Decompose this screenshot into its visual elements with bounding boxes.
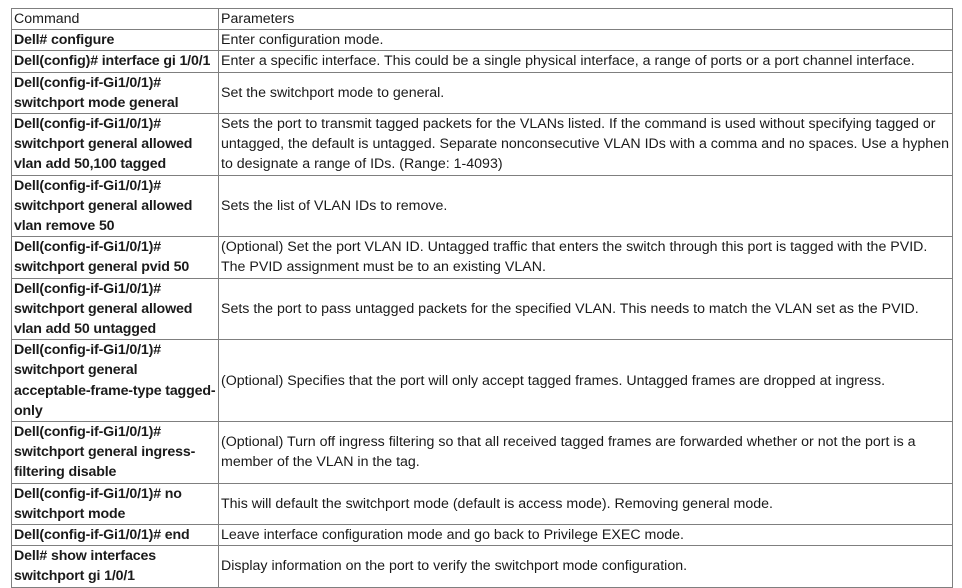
parameters-cell: (Optional) Turn off ingress filtering so that all received tagged frames are forwarded whether or not the port is a member of the VLAN in the tag.: [219, 422, 953, 484]
table-header: [12, 9, 953, 30]
command-cell: Dell(config-if-Gi1/0/1)# switchport general allowed vlan add 50 untagged: [12, 278, 219, 340]
parameters-cell: (Optional) Specifies that the port will only accept tagged frames. Untagged frames are dropped at ingress.: [219, 340, 953, 422]
command-cell: Dell(config)# interface gi 1/0/1: [12, 51, 219, 72]
command-table: [11, 8, 953, 588]
command-cell: Dell(config-if-Gi1/0/1)# no switchport mode: [12, 483, 219, 524]
parameters-cell: Display information on the port to verify the switchport mode configuration.: [219, 546, 953, 587]
parameters-cell: Leave interface configuration mode and go back to Privilege EXEC mode.: [219, 525, 953, 546]
table-row: [12, 51, 953, 72]
command-cell: Dell(config-if-Gi1/0/1)# switchport general allowed vlan remove 50: [12, 175, 219, 237]
table-row: [12, 525, 953, 546]
header-row: [12, 9, 953, 30]
parameters-cell: Sets the port to pass untagged packets for the specified VLAN. This needs to match the VLAN set as the PVID.: [219, 278, 953, 340]
table-row: [12, 237, 953, 278]
table-body: [12, 30, 953, 587]
column-header-parameters: Parameters: [219, 9, 953, 30]
command-cell: Dell(config-if-Gi1/0/1)# switchport general allowed vlan add 50,100 tagged: [12, 114, 219, 176]
parameters-cell: This will default the switchport mode (default is access mode). Removing general mode.: [219, 483, 953, 524]
table-row: [12, 175, 953, 237]
command-cell: Dell(config-if-Gi1/0/1)# switchport general ingress-filtering disable: [12, 422, 219, 484]
command-cell: Dell(config-if-Gi1/0/1)# switchport mode general: [12, 72, 219, 113]
command-cell: Dell(config-if-Gi1/0/1)# end: [12, 525, 219, 546]
command-cell: Dell(config-if-Gi1/0/1)# switchport general pvid 50: [12, 237, 219, 278]
parameters-cell: Sets the list of VLAN IDs to remove.: [219, 175, 953, 237]
table-row: [12, 114, 953, 176]
command-cell: Dell# show interfaces switchport gi 1/0/1: [12, 546, 219, 587]
parameters-cell: Set the switchport mode to general.: [219, 72, 953, 113]
table-row: [12, 546, 953, 587]
table-row: [12, 422, 953, 484]
parameters-cell: Enter a specific interface. This could be a single physical interface, a range of ports or a port channel interface.: [219, 51, 953, 72]
table-row: [12, 483, 953, 524]
table-row: [12, 278, 953, 340]
command-cell: Dell(config-if-Gi1/0/1)# switchport general acceptable-frame-type tagged-only: [12, 340, 219, 422]
parameters-cell: (Optional) Set the port VLAN ID. Untagged traffic that enters the switch through this port is tagged with the PVID. The PVID assignment must be to an existing VLAN.: [219, 237, 953, 278]
parameters-cell: Sets the port to transmit tagged packets for the VLANs listed. If the command is used without specifying tagged or untagged, the default is untagged. Separate nonconsecutive VLAN IDs with a comma and no spaces. Use a hyphen to designate a range of IDs. (Range: 1-4093): [219, 114, 953, 176]
table-row: [12, 30, 953, 51]
table-row: [12, 340, 953, 422]
command-cell: Dell# configure: [12, 30, 219, 51]
parameters-cell: Enter configuration mode.: [219, 30, 953, 51]
table-row: [12, 72, 953, 113]
column-header-command: Command: [12, 9, 219, 30]
